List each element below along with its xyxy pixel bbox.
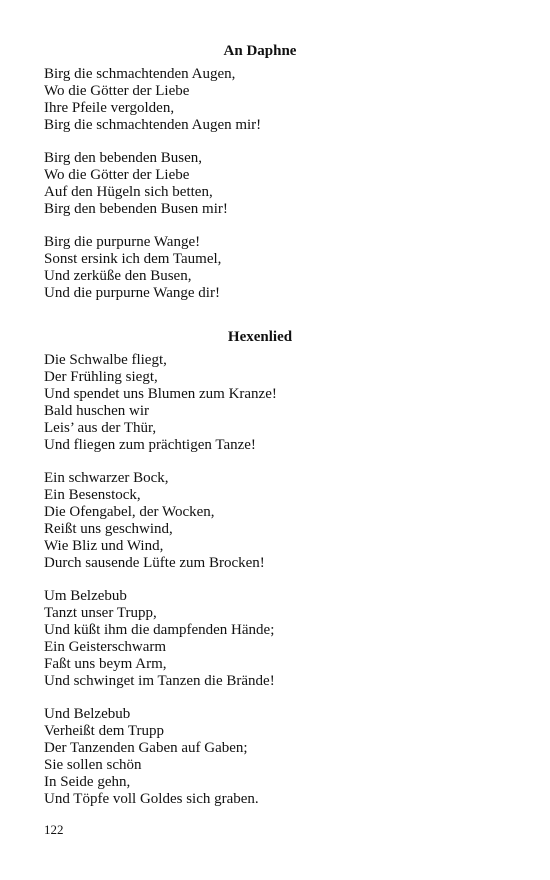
poem-line: Ein Geisterschwarm	[44, 639, 167, 655]
poem-line: Die Ofengabel, der Wocken,	[44, 504, 215, 520]
poem-line: Der Frühling siegt,	[44, 369, 158, 385]
poem-line: Reißt uns geschwind,	[44, 521, 173, 537]
poem-line: Sonst ersink ich dem Taumel,	[44, 251, 222, 267]
poem-line: Wo die Götter der Liebe	[44, 167, 190, 183]
poem-line: Auf den Hügeln sich betten,	[44, 184, 213, 200]
poem-line: Ein schwarzer Bock,	[44, 470, 169, 486]
poem-line: Und zerküße den Busen,	[44, 268, 192, 284]
stanza	[44, 234, 484, 302]
poem-line: Und Belzebub	[44, 706, 131, 722]
poem-line: Wo die Götter der Liebe	[44, 83, 190, 99]
poem-line: Und Töpfe voll Goldes sich graben.	[44, 791, 259, 807]
stanza	[44, 588, 484, 690]
poem-line: Und spendet uns Blumen zum Kranze!	[44, 386, 277, 402]
poem-line: Und fliegen zum prächtigen Tanze!	[44, 437, 256, 453]
poem-line: Bald huschen wir	[44, 403, 149, 419]
poem-line: Faßt uns beym Arm,	[44, 656, 167, 672]
poem-title-an-daphne: An Daphne	[223, 43, 297, 59]
poem-title-hexenlied: Hexenlied	[227, 329, 293, 345]
poem-line: In Seide gehn,	[44, 774, 131, 790]
poem-line: Verheißt dem Trupp	[44, 723, 164, 739]
stanza	[44, 470, 484, 572]
poem-line: Die Schwalbe fliegt,	[44, 352, 167, 368]
poem-line: Birg den bebenden Busen mir!	[44, 201, 228, 217]
poem-line: Der Tanzenden Gaben auf Gaben;	[44, 740, 248, 756]
poem-line: Um Belzebub	[44, 588, 127, 604]
poem-line: Ein Besenstock,	[44, 487, 141, 503]
stanza	[44, 66, 484, 134]
page-number: 122	[44, 822, 64, 837]
poem-line: Tanzt unser Trupp,	[44, 605, 157, 621]
poem-line: Durch sausende Lüfte zum Brocken!	[44, 555, 265, 571]
stanza	[44, 706, 484, 808]
poem-line: Birg die schmachtenden Augen mir!	[44, 117, 262, 133]
poem-line: Und die purpurne Wange dir!	[44, 285, 220, 301]
poem-line: Und schwinget im Tanzen die Brände!	[44, 673, 275, 689]
poem-line: Wie Bliz und Wind,	[44, 538, 164, 554]
stanza	[44, 150, 484, 218]
poem-line: Leis’ aus der Thür,	[44, 420, 157, 436]
poem-line: Ihre Pfeile vergolden,	[44, 100, 175, 116]
poem-line: Birg den bebenden Busen,	[44, 150, 203, 166]
stanza	[44, 352, 484, 454]
poem-line: Sie sollen schön	[44, 757, 142, 773]
poem-line: Birg die purpurne Wange!	[44, 234, 201, 250]
poem-line: Birg die schmachtenden Augen,	[44, 66, 236, 82]
poem-line: Und küßt ihm die dampfenden Hände;	[44, 622, 275, 638]
